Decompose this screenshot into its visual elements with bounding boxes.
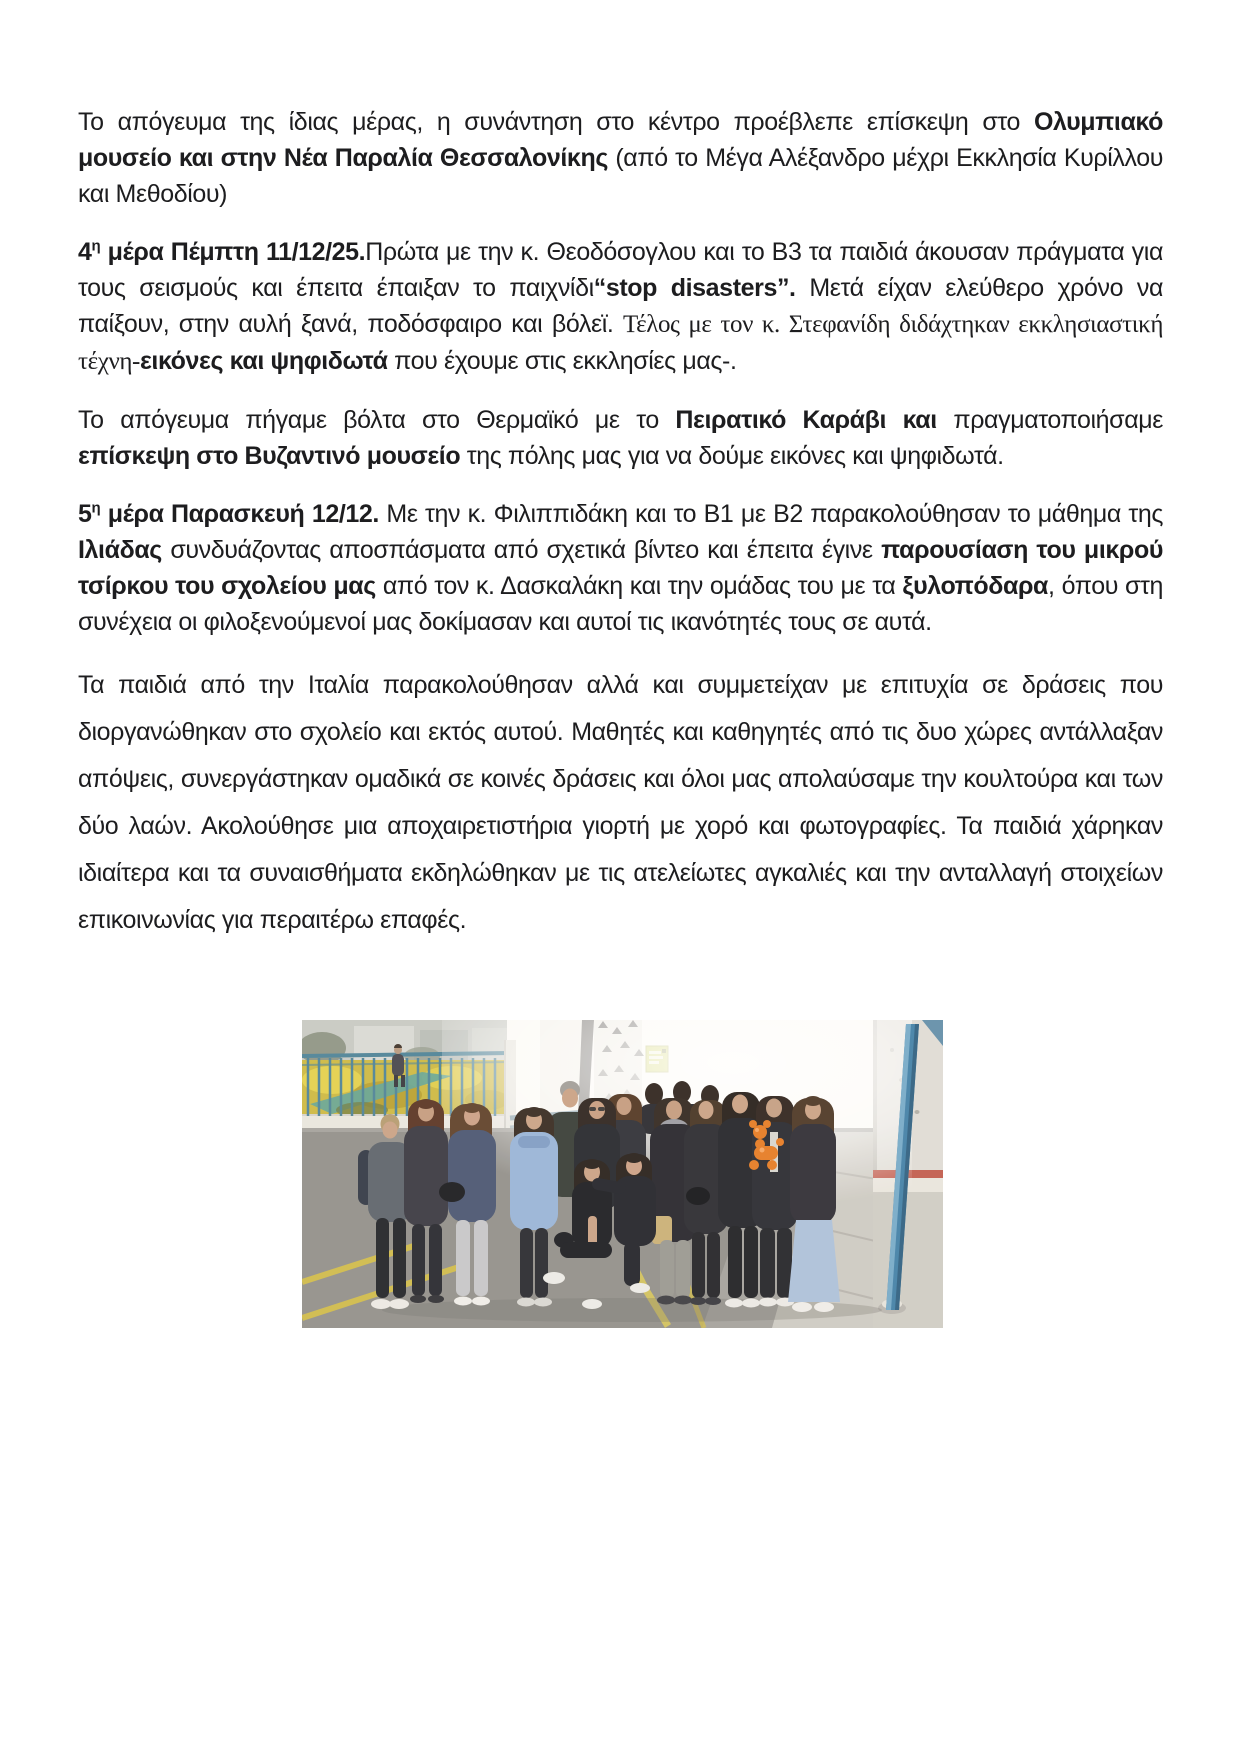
text-run-bold: Ιλιάδας — [78, 536, 162, 564]
paragraph-2 — [78, 234, 1163, 380]
text-run-bold: μέρα Παρασκευή 12/12. — [100, 500, 379, 528]
text-run: συνδυάζοντας αποσπάσματα από σχετικά βίντεο και έπειτα έγινε — [161, 536, 882, 564]
text-run: της πόλης μας για να δούμε εικόνες και ψηφιδωτά. — [466, 442, 1004, 470]
text-run: (από το Μέγα Αλέξανδρο μέχρι Εκκλησία Κυρίλλου και Μεθοδίου) — [78, 144, 1164, 208]
paragraph-3 — [78, 402, 1163, 474]
text-run: Τα παιδιά από την Ιταλία παρακολούθησαν αλλά και συμμετείχαν με επιτυχία σε δράσεις που διοργανώθηκαν στο σχολείο και εκτός αυτού. Μαθητές και καθηγητές από τις δυο χώρες αντάλλαξαν απόψεις, συνεργάστηκαν ομαδικά σε κοινές δράσεις και όλοι μας απολαύσαμε την κουλτούρα και των δύο λαών. Ακολούθησε μια αποχαιρετιστήρια γιορτή με χορό και φωτογραφίες. Τα παιδιά χάρηκαν ιδιαίτερα και τα συναισθήματα εκδηλώθηκαν με τις ατελείωτες αγκαλιές και την ανταλλαγή στοιχείων επικοινωνίας για περαιτέρω επαφές. — [78, 671, 1163, 934]
text-run: πραγματοποιήσαμε — [953, 406, 1164, 434]
paragraph-4 — [78, 496, 1163, 640]
text-run-bold: Πειρατικό Καράβι και — [675, 406, 954, 434]
text-run: Μετά είχαν ελεύθερο χρόνο να παίξουν, στην αυλή ξανά, ποδόσφαιρο και βόλεϊ. — [78, 274, 1164, 338]
paragraph-5 — [78, 662, 1163, 944]
paragraph-1 — [78, 104, 1163, 212]
text-run-bold: Ολυμπιακό μουσείο και στην Νέα Παραλία Θεσσαλονίκης — [78, 108, 1163, 172]
text-run: Το απόγευμα της ίδιας μέρας, η συνάντηση στο κέντρο προέβλεπε επίσκεψη στο — [78, 108, 1034, 136]
text-run-bold: παρουσίαση του μικρού τσίρκου του σχολείου μας — [78, 536, 1164, 600]
text-run-bold: 5 — [78, 500, 92, 528]
superscript-run: η — [91, 499, 101, 517]
text-run: που έχουμε στις εκκλησίες μας-. — [387, 347, 737, 375]
group-photo-illustration — [302, 1020, 943, 1328]
document-body — [78, 104, 1163, 944]
text-run-bold: εικόνες και ψηφιδωτά — [139, 347, 388, 375]
photo-overlay — [302, 1020, 943, 1328]
group-photo — [302, 1020, 943, 1328]
text-run-bold: “stop disasters”. — [593, 274, 796, 302]
text-run-serif: Τέλος με τον κ. Στεφανίδη διδάχτηκαν εκκλησιαστική τέχνη- — [78, 311, 1163, 375]
text-run-bold: 4 — [78, 238, 92, 266]
text-run-bold: μέρα Πέμπτη 11/12/25. — [100, 238, 366, 266]
superscript-run: η — [91, 237, 101, 255]
text-run: , όπου στη συνέχεια οι φιλοξενούμενοί μας δοκίμασαν και αυτοί τις ικανότητές τους σε αυτά. — [78, 572, 1163, 636]
text-run: Πρώτα με την κ. Θεοδόσογλου και το Β3 τα παιδιά άκουσαν πράγματα για τους σεισμούς και έπειτα έπαιξαν το παιχνίδι — [78, 238, 1163, 302]
text-run: από τον κ. Δασκαλάκη και την ομάδας του με τα — [375, 572, 903, 600]
text-run-bold: ξυλοπόδαρα — [902, 572, 1049, 600]
text-run: Με την κ. Φιλιππιδάκη και το Β1 με Β2 παρακολούθησαν το μάθημα της — [378, 500, 1163, 528]
text-run: Το απόγευμα πήγαμε βόλτα στο Θερμαϊκό με το — [78, 406, 676, 434]
text-run-bold: επίσκεψη στο Βυζαντινό μουσείο — [78, 442, 467, 470]
